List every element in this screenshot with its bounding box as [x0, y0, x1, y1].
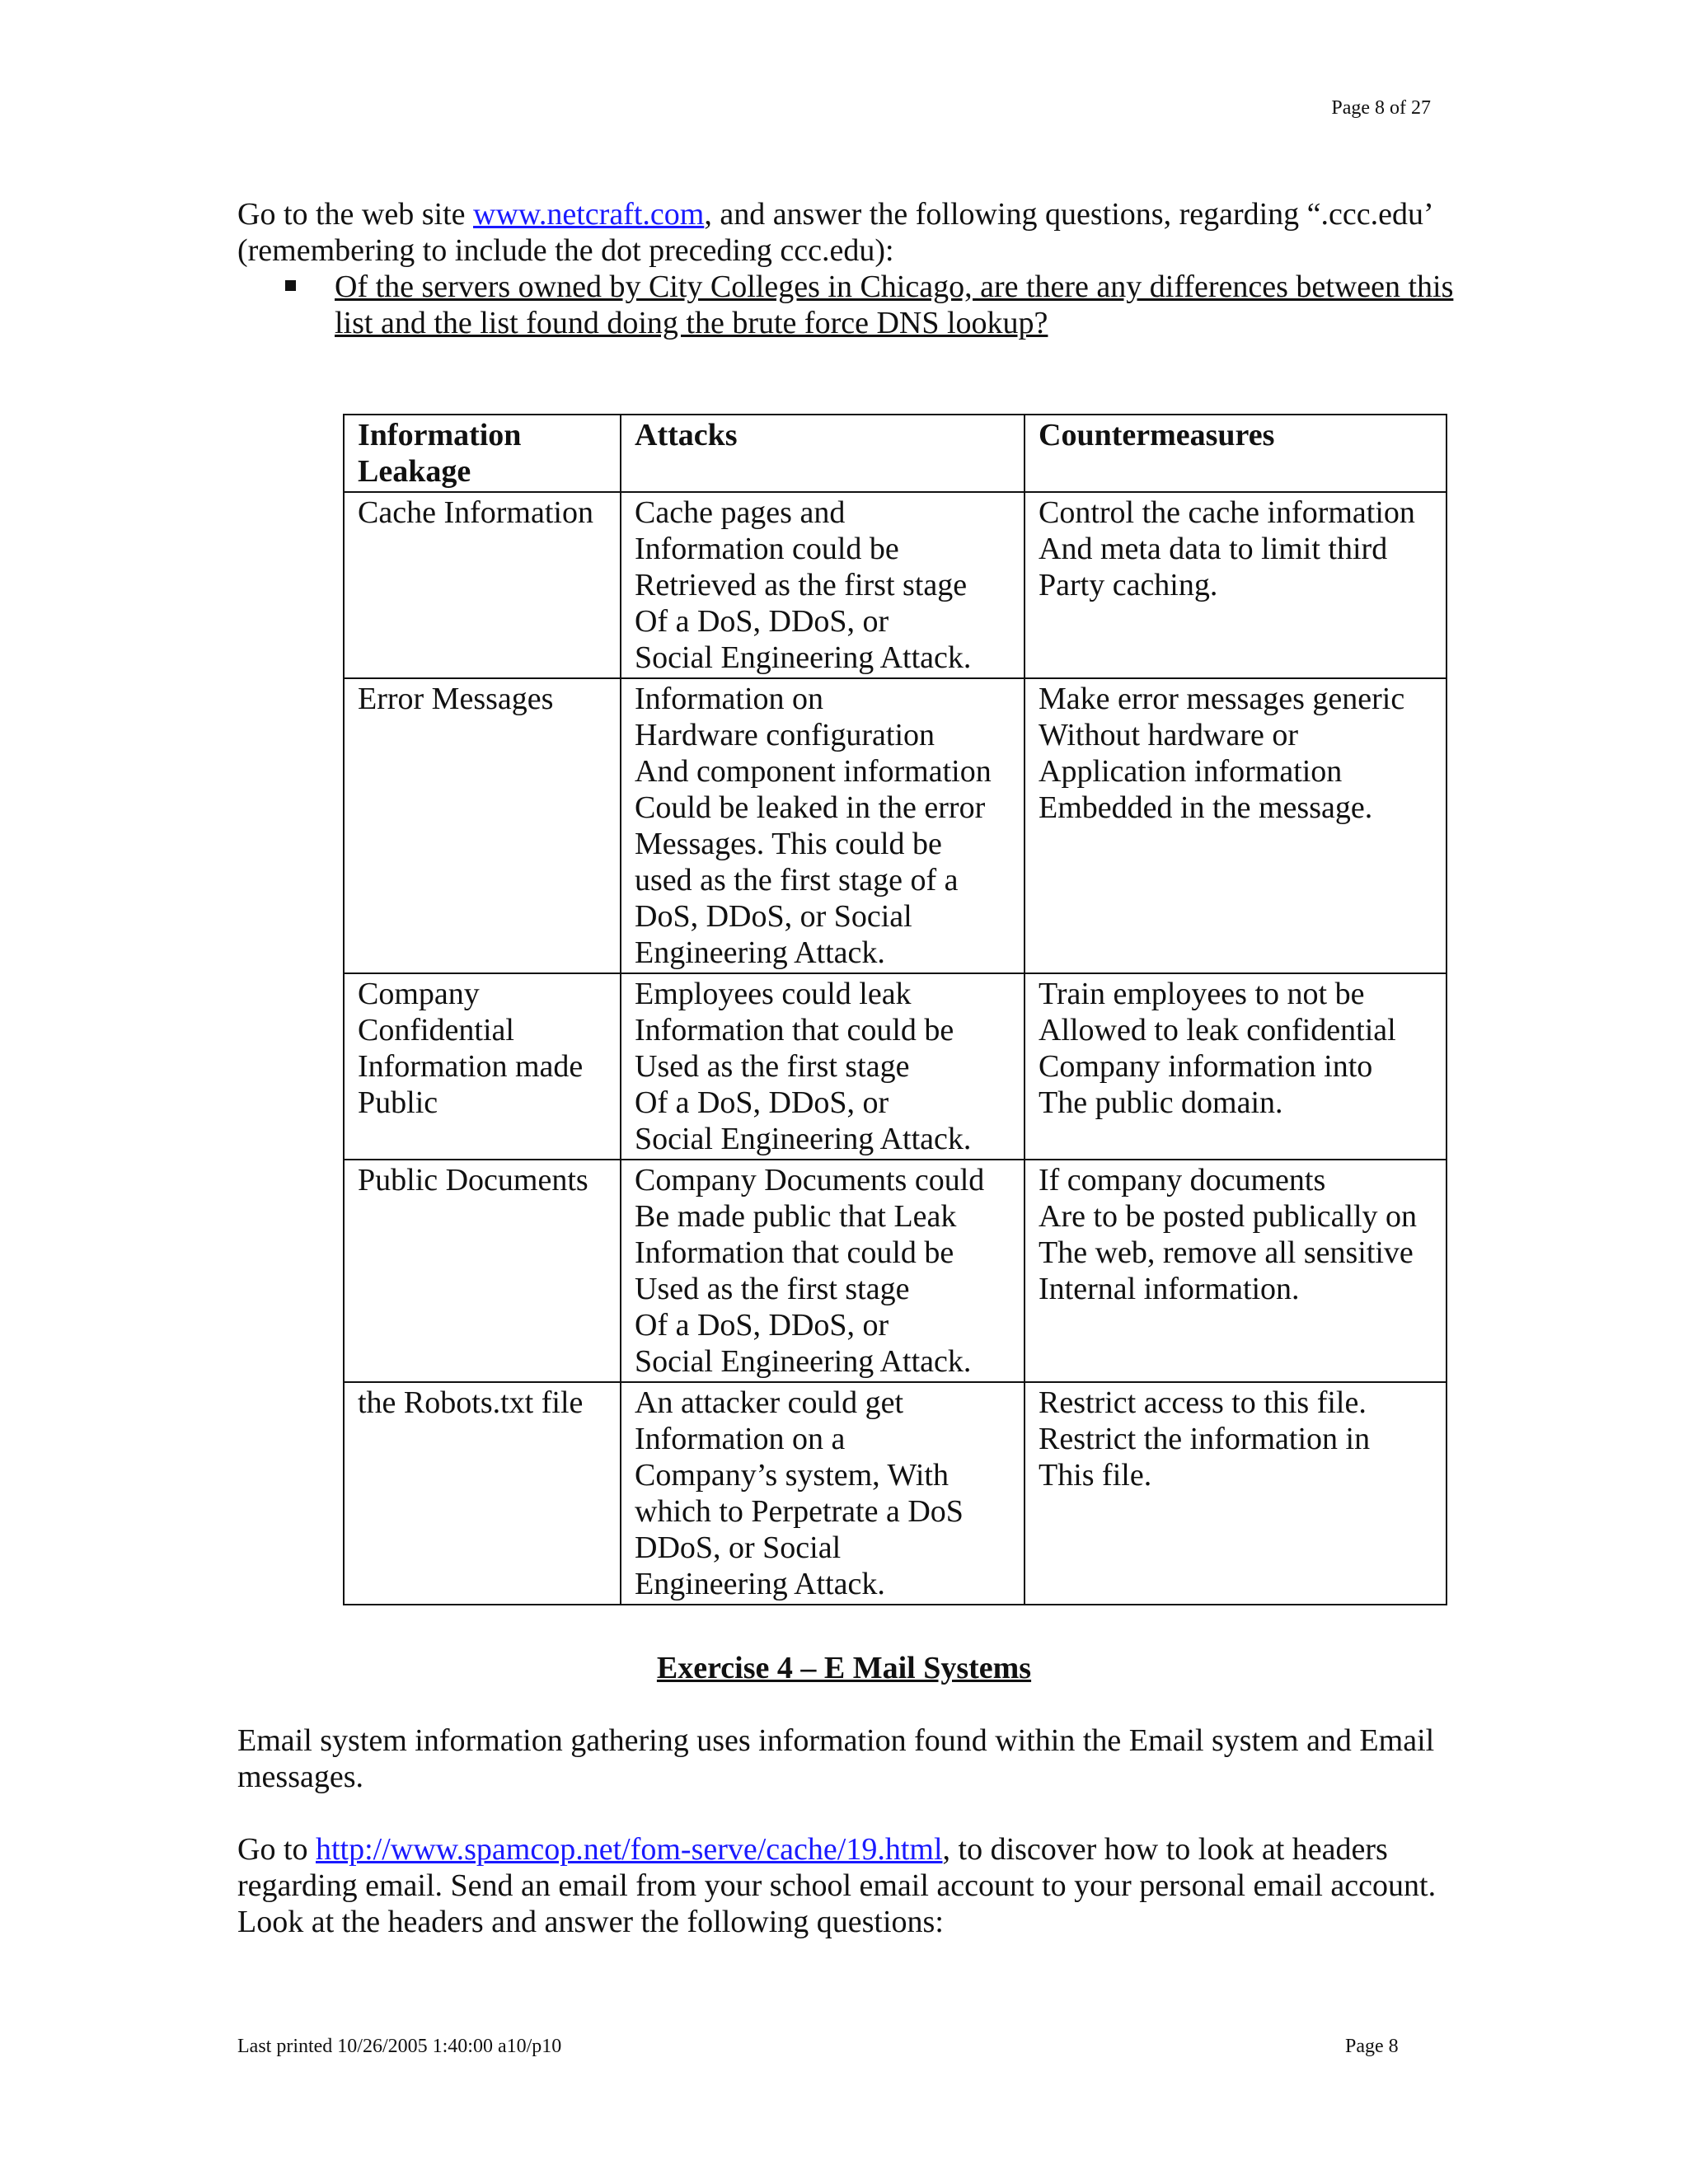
- leakage-cell: Cache Information: [344, 492, 621, 678]
- intro-suffix: , and answer the following questions, regarding “.ccc.edu’ (remembering to include the dot preceding ccc.edu):: [237, 197, 1432, 268]
- header-attacks: Attacks: [621, 415, 1025, 492]
- attacks-line: used as the first stage of a: [635, 863, 959, 898]
- attacks-line: Company’s system, With: [635, 1458, 949, 1493]
- attacks-line: which to Perpetrate a DoS: [635, 1494, 964, 1529]
- attacks-line: Social Engineering Attack.: [635, 1122, 972, 1156]
- table-row: [344, 678, 1447, 973]
- attacks-line: Company Documents could: [635, 1163, 985, 1197]
- attacks-line: DDoS, or Social: [635, 1530, 842, 1565]
- countermeasures-line: The web, remove all sensitive: [1039, 1235, 1414, 1270]
- attacks-line: Engineering Attack.: [635, 935, 885, 970]
- table-row: [344, 1382, 1447, 1605]
- countermeasures-line: Restrict the information in: [1039, 1422, 1371, 1456]
- attacks-line: Of a DoS, DDoS, or: [635, 604, 889, 639]
- countermeasures-line: Make error messages generic: [1039, 682, 1405, 716]
- bullet-question-text: Of the servers owned by City Colleges in Chicago, are there any differences between this list and the list found doing the brute force DNS lookup?: [335, 269, 1454, 340]
- attacks-line: Social Engineering Attack.: [635, 1344, 972, 1379]
- countermeasures-line: Train employees to not be: [1039, 977, 1365, 1011]
- para2-prefix: Go to: [237, 1832, 316, 1867]
- email-gathering-paragraph: Email system information gathering uses information found within the Email system and Email messages.: [237, 1723, 1435, 1794]
- intro-paragraph: [237, 196, 1449, 269]
- leakage-cell: Public Documents: [344, 1160, 621, 1382]
- intro-prefix: Go to the web site: [237, 197, 474, 232]
- countermeasures-cell: [1025, 973, 1447, 1160]
- attacks-line: Employees could leak: [635, 977, 912, 1011]
- spamcop-paragraph: [237, 1831, 1457, 1940]
- attacks-cell: [621, 492, 1025, 678]
- attacks-line: Information on a: [635, 1422, 846, 1456]
- para2-suffix: , to discover how to look at headers regarding email. Send an email from your school email account to your personal email account. Look at the headers and answer the following questions:: [237, 1832, 1437, 1939]
- countermeasures-line: Company information into: [1039, 1049, 1373, 1084]
- attacks-cell: [621, 1160, 1025, 1382]
- attacks-cell: [621, 678, 1025, 973]
- countermeasures-line: Without hardware or: [1039, 718, 1299, 752]
- countermeasures-line: Embedded in the message.: [1039, 790, 1373, 825]
- footer-last-printed: Last printed 10/26/2005 1:40:00 a10/p10: [237, 2036, 562, 2057]
- countermeasures-cell: [1025, 1382, 1447, 1605]
- attacks-line: Retrieved as the first stage: [635, 568, 968, 602]
- attacks-line: Be made public that Leak: [635, 1199, 957, 1234]
- netcraft-link[interactable]: www.netcraft.com: [473, 197, 705, 232]
- attacks-line: Hardware configuration: [635, 718, 935, 752]
- attacks-line: Engineering Attack.: [635, 1567, 885, 1601]
- header-information-leakage: Information Leakage: [344, 415, 621, 492]
- attacks-line: Cache pages and: [635, 495, 846, 530]
- countermeasures-line: And meta data to limit third: [1039, 532, 1388, 566]
- countermeasures-line: Allowed to leak confidential: [1039, 1013, 1396, 1047]
- exercise-heading: Exercise 4 – E Mail Systems: [656, 1651, 1032, 1685]
- attacks-cell: [621, 973, 1025, 1160]
- countermeasures-cell: [1025, 492, 1447, 678]
- attacks-line: Information could be: [635, 532, 899, 566]
- table-row: [344, 973, 1447, 1160]
- countermeasures-line: Restrict access to this file.: [1039, 1385, 1367, 1420]
- countermeasures-line: Control the cache information: [1039, 495, 1415, 530]
- attacks-line: Social Engineering Attack.: [635, 640, 972, 675]
- attacks-line: Information that could be: [635, 1013, 954, 1047]
- countermeasures-line: The public domain.: [1039, 1085, 1283, 1120]
- attacks-line: DoS, DDoS, or Social: [635, 899, 912, 934]
- table-row: [344, 492, 1447, 678]
- leakage-cell: Company Confidential Information made Public: [344, 973, 621, 1160]
- page-indicator: Page 8 of 27: [1331, 97, 1431, 119]
- table-header-row: [344, 415, 1447, 492]
- countermeasures-cell: [1025, 678, 1447, 973]
- attacks-cell: [621, 1382, 1025, 1605]
- attacks-line: Of a DoS, DDoS, or: [635, 1308, 889, 1343]
- attacks-line: And component information: [635, 754, 992, 789]
- attacks-line: Used as the first stage: [635, 1272, 910, 1306]
- leakage-cell: Error Messages: [344, 678, 621, 973]
- countermeasures-line: This file.: [1039, 1458, 1152, 1493]
- information-leakage-table: [343, 414, 1447, 1605]
- attacks-line: Messages. This could be: [635, 827, 942, 861]
- spamcop-link[interactable]: http://www.spamcop.net/fom-serve/cache/19.html: [316, 1832, 943, 1867]
- bullet-square-icon: [285, 280, 296, 291]
- header-countermeasures: Countermeasures: [1025, 415, 1447, 492]
- countermeasures-line: Application information: [1039, 754, 1343, 789]
- attacks-line: Information on: [635, 682, 824, 716]
- footer-page-number: Page 8: [1345, 2036, 1399, 2057]
- attacks-line: An attacker could get: [635, 1385, 904, 1420]
- attacks-line: Used as the first stage: [635, 1049, 910, 1084]
- leakage-cell: the Robots.txt file: [344, 1382, 621, 1605]
- attacks-line: Of a DoS, DDoS, or: [635, 1085, 889, 1120]
- attacks-line: Could be leaked in the error: [635, 790, 986, 825]
- countermeasures-line: Are to be posted publically on: [1039, 1199, 1418, 1234]
- countermeasures-cell: [1025, 1160, 1447, 1382]
- table-row: [344, 1160, 1447, 1382]
- countermeasures-line: Party caching.: [1039, 568, 1218, 602]
- attacks-line: Information that could be: [635, 1235, 954, 1270]
- countermeasures-line: If company documents: [1039, 1163, 1326, 1197]
- question-bullet: [285, 269, 1456, 341]
- countermeasures-line: Internal information.: [1039, 1272, 1300, 1306]
